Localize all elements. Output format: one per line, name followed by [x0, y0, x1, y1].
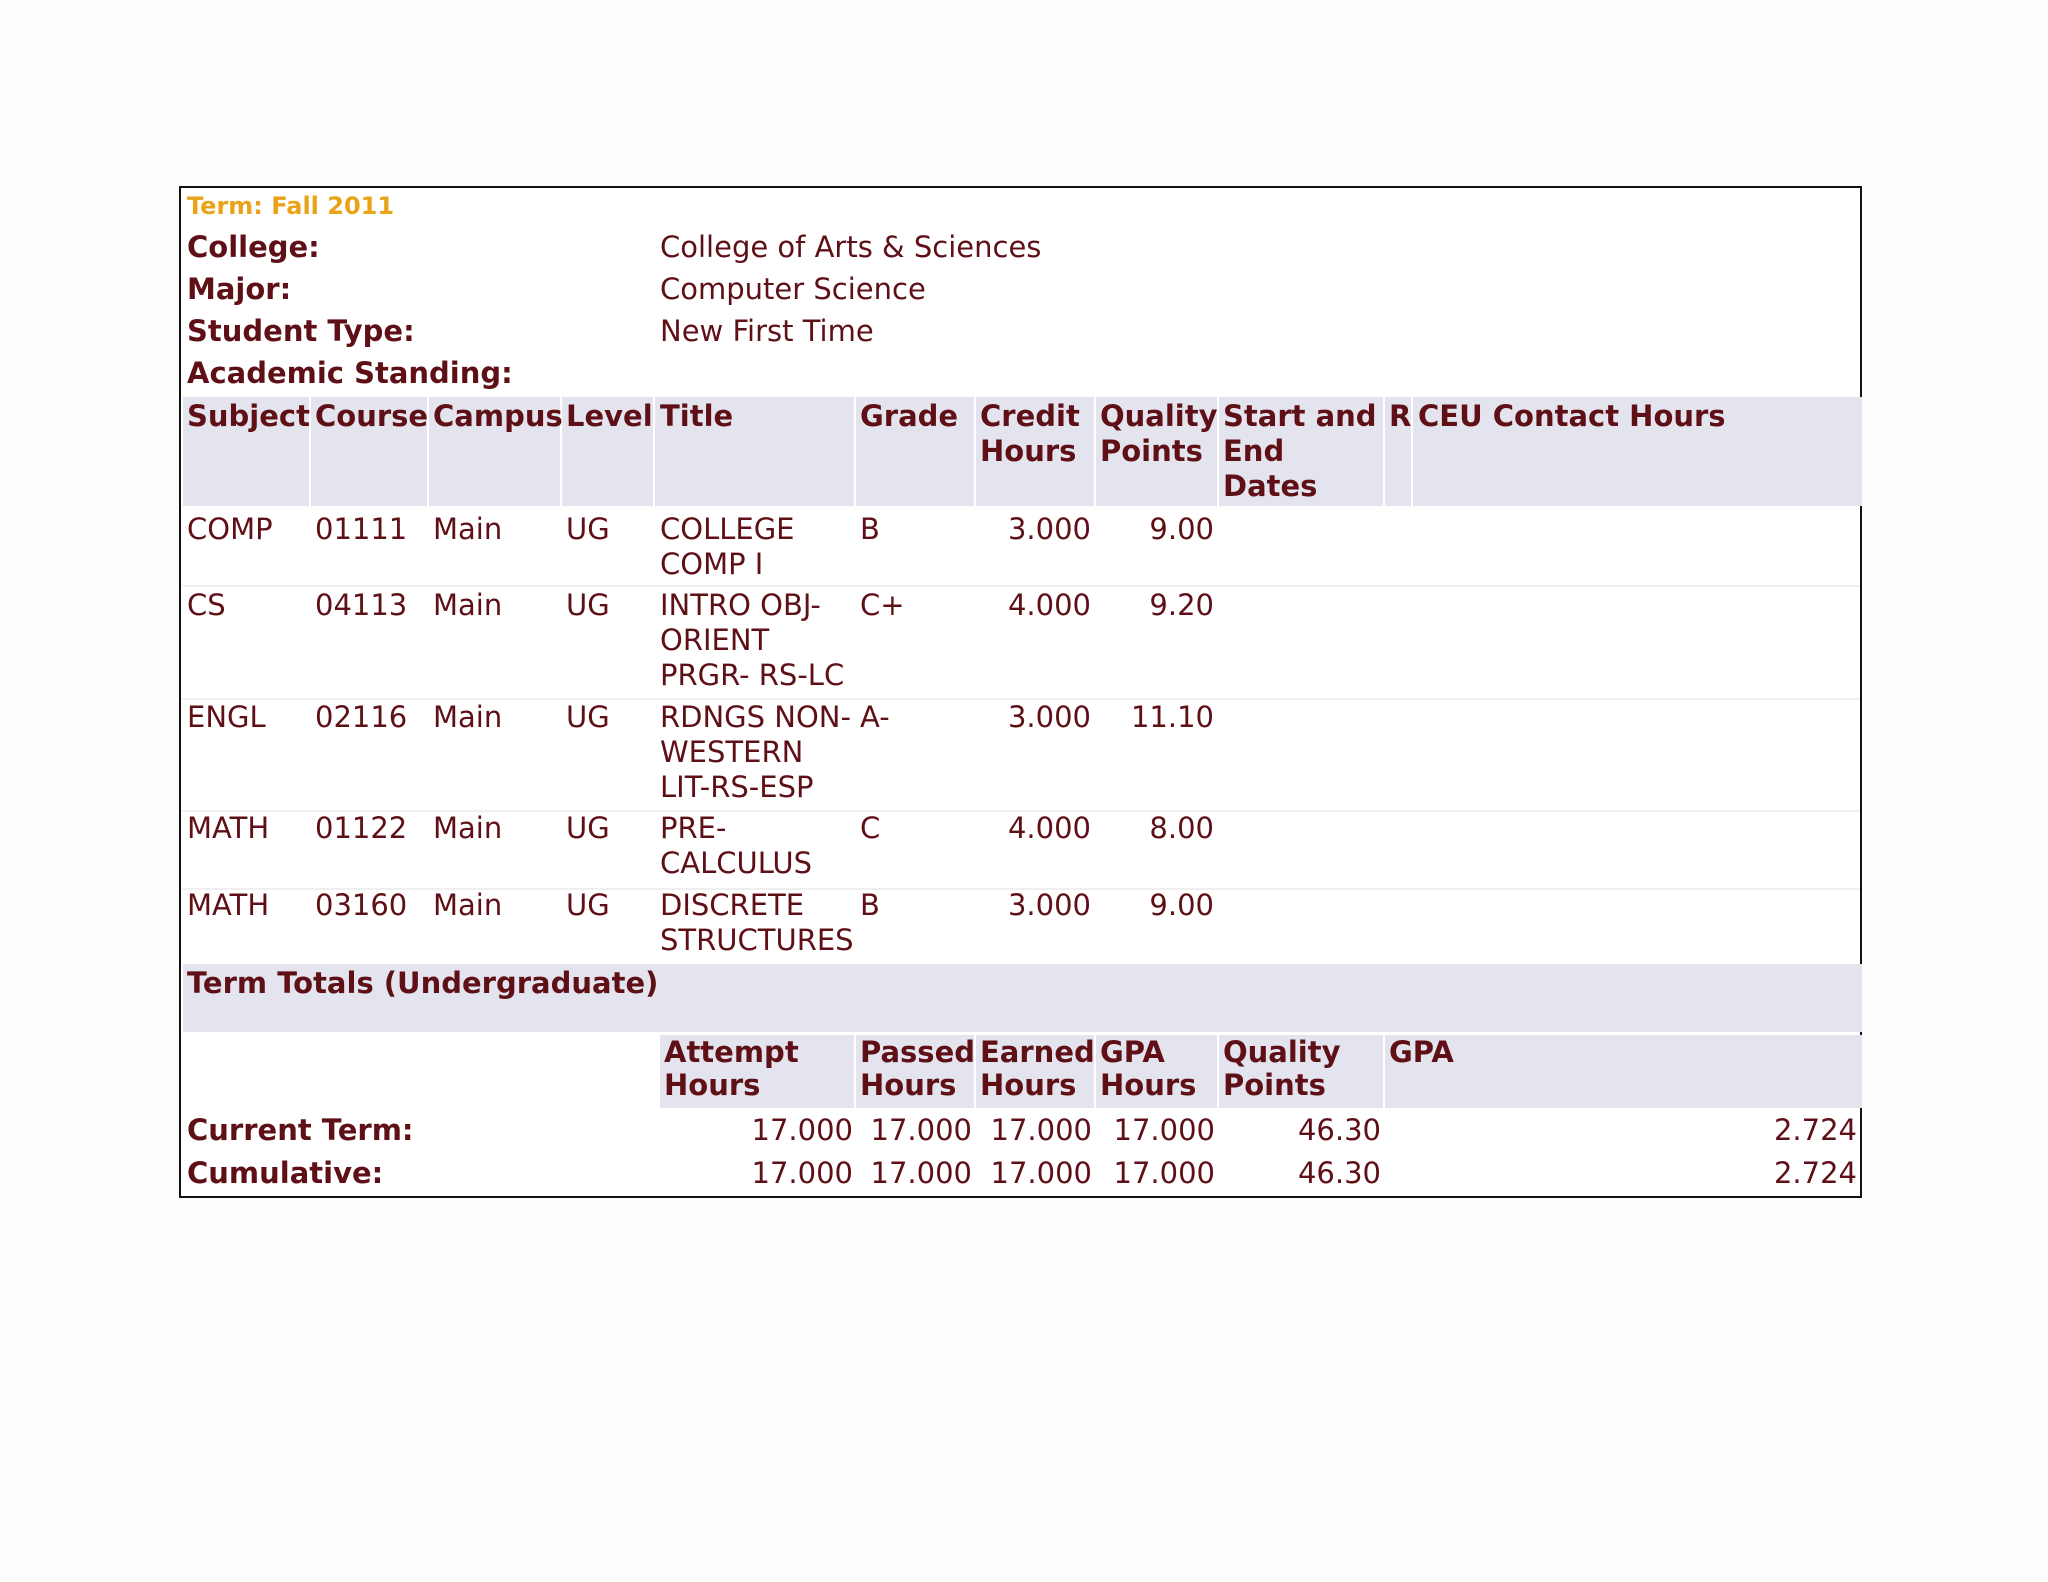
- course-subject: CS: [187, 588, 226, 622]
- totals-passed-hours: 17.000: [870, 1113, 972, 1147]
- college-value: College of Arts & Sciences: [660, 230, 1042, 264]
- major-value: Computer Science: [660, 272, 926, 306]
- course-number: 01111: [315, 512, 408, 546]
- course-subject: MATH: [187, 811, 270, 845]
- header-subject: Subject: [187, 399, 310, 433]
- course-number: 03160: [315, 888, 408, 922]
- course-number: 01122: [315, 811, 408, 845]
- course-campus: Main: [433, 888, 503, 922]
- totals-quality-points: 46.30: [1297, 1113, 1381, 1147]
- totals-passed-hours: 17.000: [870, 1156, 972, 1190]
- academic-standing-label: Academic Standing:: [187, 356, 513, 390]
- totals-gpa: 2.724: [1773, 1156, 1857, 1190]
- course-campus: Main: [433, 811, 503, 845]
- totals-gpa-hours: 17.000: [1113, 1156, 1215, 1190]
- course-title: RDNGS NON- WESTERN LIT-RS-ESP: [660, 700, 851, 804]
- header-ceu-contact-hours: CEU Contact Hours: [1418, 399, 1726, 433]
- course-level: UG: [566, 811, 610, 845]
- totals-row-label: Current Term:: [187, 1113, 414, 1147]
- college-label: College:: [187, 230, 320, 264]
- header-grade: Grade: [860, 399, 959, 433]
- row-divider: [182, 585, 1860, 587]
- course-grade: A-: [860, 700, 890, 734]
- course-credit-hours: 3.000: [1007, 512, 1091, 546]
- header-quality-points: Quality Points: [1100, 399, 1218, 468]
- header-campus: Campus: [433, 399, 563, 433]
- totals-header-cell-gpa: [1385, 1035, 1862, 1108]
- totals-gpa: 2.724: [1773, 1113, 1857, 1147]
- course-level: UG: [566, 700, 610, 734]
- course-quality-points: 11.10: [1130, 700, 1214, 734]
- totals-header-earned-hours: Earned Hours: [980, 1035, 1095, 1102]
- course-quality-points: 9.00: [1149, 888, 1214, 922]
- header-title: Title: [660, 399, 734, 433]
- totals-gpa-hours: 17.000: [1113, 1113, 1215, 1147]
- header-level: Level: [566, 399, 653, 433]
- totals-attempt-hours: 17.000: [751, 1156, 853, 1190]
- course-quality-points: 8.00: [1149, 811, 1214, 845]
- course-credit-hours: 4.000: [1007, 811, 1091, 845]
- course-subject: ENGL: [187, 700, 266, 734]
- totals-header-attempt-hours: Attempt Hours: [664, 1035, 799, 1102]
- student-type-label: Student Type:: [187, 314, 415, 348]
- header-r: R: [1389, 399, 1412, 433]
- totals-earned-hours: 17.000: [990, 1113, 1092, 1147]
- course-credit-hours: 4.000: [1007, 588, 1091, 622]
- course-campus: Main: [433, 700, 503, 734]
- header-course: Course: [315, 399, 429, 433]
- course-subject: COMP: [187, 512, 273, 546]
- course-title: DISCRETE STRUCTURES: [660, 888, 854, 957]
- course-grade: C: [860, 811, 881, 845]
- course-number: 04113: [315, 588, 408, 622]
- header-start-end-dates: Start and End Dates: [1223, 399, 1377, 503]
- totals-header-passed-hours: Passed Hours: [860, 1035, 975, 1102]
- course-quality-points: 9.20: [1149, 588, 1214, 622]
- totals-header-gpa: GPA: [1389, 1035, 1454, 1069]
- totals-attempt-hours: 17.000: [751, 1113, 853, 1147]
- course-grade: B: [860, 512, 880, 546]
- course-title: PRE- CALCULUS: [660, 811, 813, 880]
- major-label: Major:: [187, 272, 292, 306]
- course-campus: Main: [433, 512, 503, 546]
- course-level: UG: [566, 512, 610, 546]
- course-subject: MATH: [187, 888, 270, 922]
- course-title: COLLEGE COMP I: [660, 512, 795, 581]
- course-level: UG: [566, 888, 610, 922]
- course-campus: Main: [433, 588, 503, 622]
- course-grade: B: [860, 888, 880, 922]
- totals-header-quality-points: Quality Points: [1223, 1035, 1341, 1102]
- course-credit-hours: 3.000: [1007, 888, 1091, 922]
- totals-earned-hours: 17.000: [990, 1156, 1092, 1190]
- term-heading: Term: Fall 2011: [187, 192, 395, 220]
- totals-row-label: Cumulative:: [187, 1156, 384, 1190]
- course-number: 02116: [315, 700, 408, 734]
- course-level: UG: [566, 588, 610, 622]
- course-credit-hours: 3.000: [1007, 700, 1091, 734]
- totals-header-gpa-hours: GPA Hours: [1100, 1035, 1197, 1102]
- course-grade: C+: [860, 588, 905, 622]
- student-type-value: New First Time: [660, 314, 874, 348]
- course-quality-points: 9.00: [1149, 512, 1214, 546]
- header-credit-hours: Credit Hours: [980, 399, 1080, 468]
- term-totals-title: Term Totals (Undergraduate): [187, 966, 659, 1000]
- totals-quality-points: 46.30: [1297, 1156, 1381, 1190]
- course-title: INTRO OBJ- ORIENT PRGR- RS-LC: [660, 588, 845, 692]
